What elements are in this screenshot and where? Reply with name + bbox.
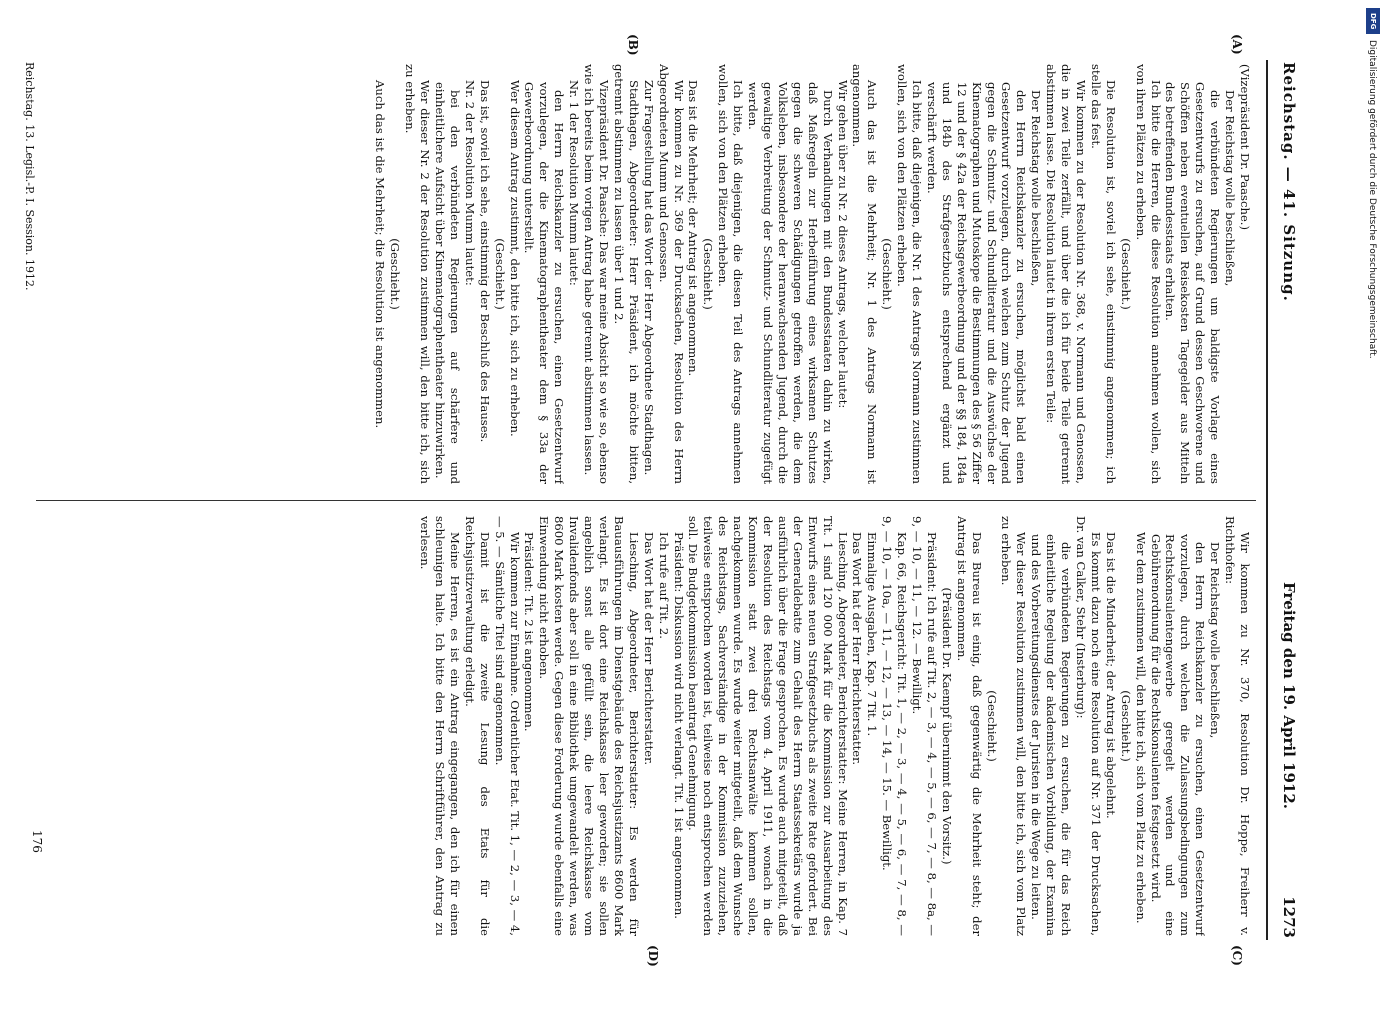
paragraph: Wir kommen zu der Resolution Nr. 368, v. Normann und Genossen, die in zwei Teile zerfällt, und über die ich für beide Teile getrennt abstimmen lasse. Die Resolution lautet in ihrem ersten Teile: (1044, 64, 1089, 484)
left-column (42, 64, 1252, 484)
page-header (1274, 62, 1304, 938)
paragraph: (Geschieht.) (492, 238, 507, 310)
paragraph: Vizepräsident Dr. Paasche: Das war meine Absicht so wie so, ebenso wie ich bereits beim vorigen Antrag habe getrennt abstimmen lassen. (582, 64, 612, 484)
paragraph: Wer diesem Antrag zustimmt, den bitte ich, sich zu erheben. (507, 80, 522, 437)
paragraph: Der Reichstag wolle beschließen, (1029, 90, 1044, 287)
paragraph: Wir kommen zur Einnahme. Ordentlicher Etat. Tit. 1, — 2, — 3, — 4, — 5. — Sämtliche Titel sind angenommen. (492, 516, 522, 936)
paragraph: Wer dem zustimmen will, den bitte ich, sich vom Platz zu erheben. (1133, 532, 1148, 924)
paragraph: den Herrn Reichskanzler zu ersuchen, einen Gesetzentwurf vorzulegen, der die Kinematographentheater dem § 33a der Gewerbeordnung unterstellt. (522, 82, 567, 484)
paragraph: Kap. 66, Reichsgericht: Tit. 1, — 2, — 3, — 4, — 5, — 6, — 7, — 8, — 9, — 10, — 10a, — 11, — 12, — 13, — 14, — 15. — Bewilligt. (880, 516, 910, 936)
paragraph: Stadthagen, Abgeordneter: Herr Präsident, ich möchte bitten, getrennt abstimmen zu lassen über 1 und 2. (611, 64, 641, 484)
paragraph: (Geschieht.) (1118, 690, 1133, 762)
paragraph: Präsident: Ich rufe auf Tit. 2, — 3, — 4, — 5, — 6, — 7, — 8, — 8a, — 9, — 10, — 11, — 12. — Bewilligt. (910, 516, 939, 936)
margin-mark-c: (C) (1230, 945, 1244, 966)
paragraph: Wer dieser Resolution zustimmen will, den bitte ich, sich vom Platz zu erheben. (999, 516, 1029, 936)
paragraph: Meine Herren, es ist ein Antrag eingegangen, den ich für einen schleunigen halte. Ich bitte den Herrn Schriftführer, den Antrag zu verlesen. (418, 516, 462, 936)
paragraph: (Geschieht.) (984, 690, 999, 762)
paragraph: Wer dieser Nr. 2 der Resolution zustimmen will, den bitte ich, sich zu erheben. (403, 64, 433, 484)
paragraph: Auch das ist die Mehrheit; die Resolution ist angenommen. (373, 80, 388, 429)
right-column (42, 516, 1252, 936)
paragraph: Das Wort hat der Herr Berichterstatter. (641, 532, 656, 766)
page-number: 1273 (1280, 896, 1298, 938)
paragraph: Wir gehen über zu Nr. 2 dieses Antrags, welcher lautet: (835, 80, 850, 409)
header-left: Reichstag. — 41. Sitzung. (1280, 62, 1298, 302)
paragraph: Präsident: Tit. 2 ist angenommen. (522, 532, 537, 732)
paragraph: Ich rufe auf Tit. 2. (656, 532, 671, 639)
paragraph: (Geschieht.) (388, 238, 403, 310)
paragraph: Liesching, Abgeordneter, Berichterstatter: Meine Herren, in Kap. 7 Tit. 1 sind 120 000 Mark für die Kommission zur Ausarbeitung des Entwurfs eines neuen Strafgesetzbuchs als zweite Rate gefordert. Bei der Generaldebatte zum Gehalt des Herrn Staatssekretärs wurde ja ausführlich über die Frage gesprochen. Es wurde auch mitgeteilt, daß der Resolution des Reichstags vom 4. April 1911, wonach in die Kommission statt zwei drei Rechtsanwälte kommen sollen, nachgekommen wurde. Es wurde weiter mitgeteilt, daß dem Wunsche des Reichstags, Sachverständige in der Kommission zuzuziehen, teilweise entsprochen worden ist, teilweise noch entsprochen werden soll. Die Budgetkommission beantragt Genehmigung. (686, 516, 850, 936)
paragraph: (Geschieht.) (880, 238, 895, 310)
paragraph: Ich bitte, daß diejenigen, die Nr. 1 des Antrags Normann zustimmen wollen, sich von den Plätzen erheben. (895, 64, 925, 484)
paragraph: Die Resolution ist, soviel ich sehe, einstimmig angenommen; ich stelle das fest. (1088, 64, 1118, 484)
paragraph: Zur Fragestellung hat das Wort der Herr Abgeordnete Stadthagen. (641, 80, 656, 476)
paragraph: Das ist die Minderheit; der Antrag ist abgelehnt. (1103, 532, 1118, 819)
paragraph: Das Bureau ist einig, daß gegenwärtig die Mehrheit steht; der Antrag ist angenommen. (954, 516, 984, 936)
header-date: Freitag den 19. April 1912. (1280, 582, 1298, 809)
paragraph: Nr. 1 der Resolution Mumm lautet: (567, 80, 582, 286)
paragraph: Auch das ist die Mehrheit; Nr. 1 des Antrags Normann ist angenommen. (850, 64, 880, 484)
paragraph: Damit ist die zweite Lesung des Etats für die Reichsjustizverwaltung erledigt. (462, 516, 492, 936)
paragraph: Es kommt dazu noch eine Resolution auf Nr. 371 der Drucksachen, Dr. van Calker, Stehr (Insterburg): (1074, 516, 1103, 936)
margin-mark-d: (D) (646, 945, 660, 967)
paragraph: Das Wort hat der Herr Berichterstatter. (850, 532, 865, 766)
paragraph: Das ist, soviel ich sehe, einstimmig der Beschluß des Hauses. (477, 80, 492, 443)
paragraph: den Herrn Reichskanzler zu ersuchen, einen Gesetzentwurf vorzulegen, durch welchen die Zulassungsbedingungen zum Rechtskonsulentengewerbe geregelt werden und eine Gebührenordnung für die Rechtskonsulenten festgesetzt wird. (1148, 534, 1208, 936)
paragraph: (Präsident Dr. Kaempf übernimmt den Vorsitz.) (939, 587, 954, 865)
digitization-note-text: Digitalisierung gefördert durch die Deutsche Forschungsgemeinschaft. (1367, 40, 1377, 359)
header-rule (1266, 60, 1268, 940)
paragraph: (Vizepräsident Dr. Paasche.) (1238, 64, 1252, 231)
paragraph: Präsident: Diskussion wird nicht verlangt. Tit. 1 ist angenommen. (671, 532, 686, 919)
paragraph: Ich bitte die Herren, die diese Resolution annehmen wollen, sich von ihren Plätzen zu erheben. (1133, 64, 1163, 484)
paragraph: Wir kommen zu Nr. 370, Resolution Dr. Hoppe, Freiherr v. Richthofen: (1223, 516, 1252, 936)
paragraph: den Herrn Reichskanzler zu ersuchen, möglichst bald einen Gesetzentwurf vorzulegen, durch welchen zum Schutz der Jugend gegen die Schmutz- und Schundliteratur und die Auswüchse der Kinematographen und Mutoskope die Bestimmungen des § 56 Ziffer 12 und der § 42a der Reichsgewerbeordnung und der §§ 184, 184a und 184b des Strafgesetzbuchs entsprechend ergänzt und verschärft werden. (924, 82, 1029, 484)
paragraph: Durch Verhandlungen mit den Bundesstaaten dahin zu wirken, daß Maßregeln zur Herbeiführung eines wirksamen Schutzes gegen die schweren Schädigungen getroffen werden, die dem Volksleben, insbesondere der heranwachsenden Jugend, durch die gewaltige Verbreitung der Schmutz- und Schundliteratur zugefügt werden. (746, 82, 835, 484)
footer-signature-number: 176 (30, 830, 44, 853)
paragraph: Der Reichstag wolle beschließen, (1223, 90, 1238, 287)
paragraph: (Geschieht.) (1118, 238, 1133, 310)
paragraph: Einmalige Ausgaben, Kap. 7 Tit. 1. (865, 532, 880, 737)
paragraph: Der Reichstag wolle beschließen, (1208, 542, 1223, 739)
footer-citation: Reichstag. 13. Legisl.-P. I. Session. 1912. (23, 62, 36, 291)
paragraph: die verbündeten Regierungen zu ersuchen, die für das Reich einheitliche Regelung der akademischen Vorbildung, der Examina und des Vorbereitungsdienstes der Juristen in die Wege zu leiten. (1029, 534, 1074, 936)
paragraph: bei den verbündeten Regierungen auf schärfere und einheitlichere Aufsicht über Kinematographentheater hinzuwirken. (433, 82, 462, 484)
column-divider (36, 500, 1256, 501)
digitization-note (1365, 40, 1379, 1020)
margin-mark-b: (B) (626, 34, 640, 56)
paragraph: Das ist die Mehrheit; der Antrag ist angenommen. (686, 80, 701, 377)
paragraph: die verbündeten Regierungen um baldigste Vorlage eines Gesetzentwurfs zu ersuchen, auf Grund dessen Geschworene und Schöffen neben eventuellen Reisekosten Tagegelder aus Mitteln des betreffenden Bundesstaats erhalten. (1163, 82, 1223, 484)
margin-mark-a: (A) (1230, 34, 1244, 55)
dfg-logo: DFG (1366, 8, 1380, 34)
paragraph: (Geschieht.) (701, 238, 716, 310)
paragraph: Liesching, Abgeordneter, Berichterstatter: Es werden für Bauausführungen im Dienstgebäude des Reichsjustizamts 8600 Mark verlangt. Es ist dort eine Reichskasse leer geworden; sie sollen angeblich sonst alle gefüllt sein, die leere Reichskasse vom Invalidenfonds aber soll in eine Bibliothek umgewandelt werden, was 8600 Mark kosten werde. Gegen diese Forderung wurde ebenfalls eine Einwendung nicht erhoben. (537, 516, 641, 936)
paragraph: Ich bitte, daß diejenigen, die diesen Teil des Antrags annehmen wollen, sich von den Plätzen erheben. (716, 64, 746, 484)
paragraph: Wir kommen zu Nr. 369 der Drucksachen, Resolution des Herrn Abgeordneten Mumm und Genossen. (656, 64, 686, 484)
paragraph: Nr. 2 der Resolution Mumm lautet: (462, 80, 477, 286)
